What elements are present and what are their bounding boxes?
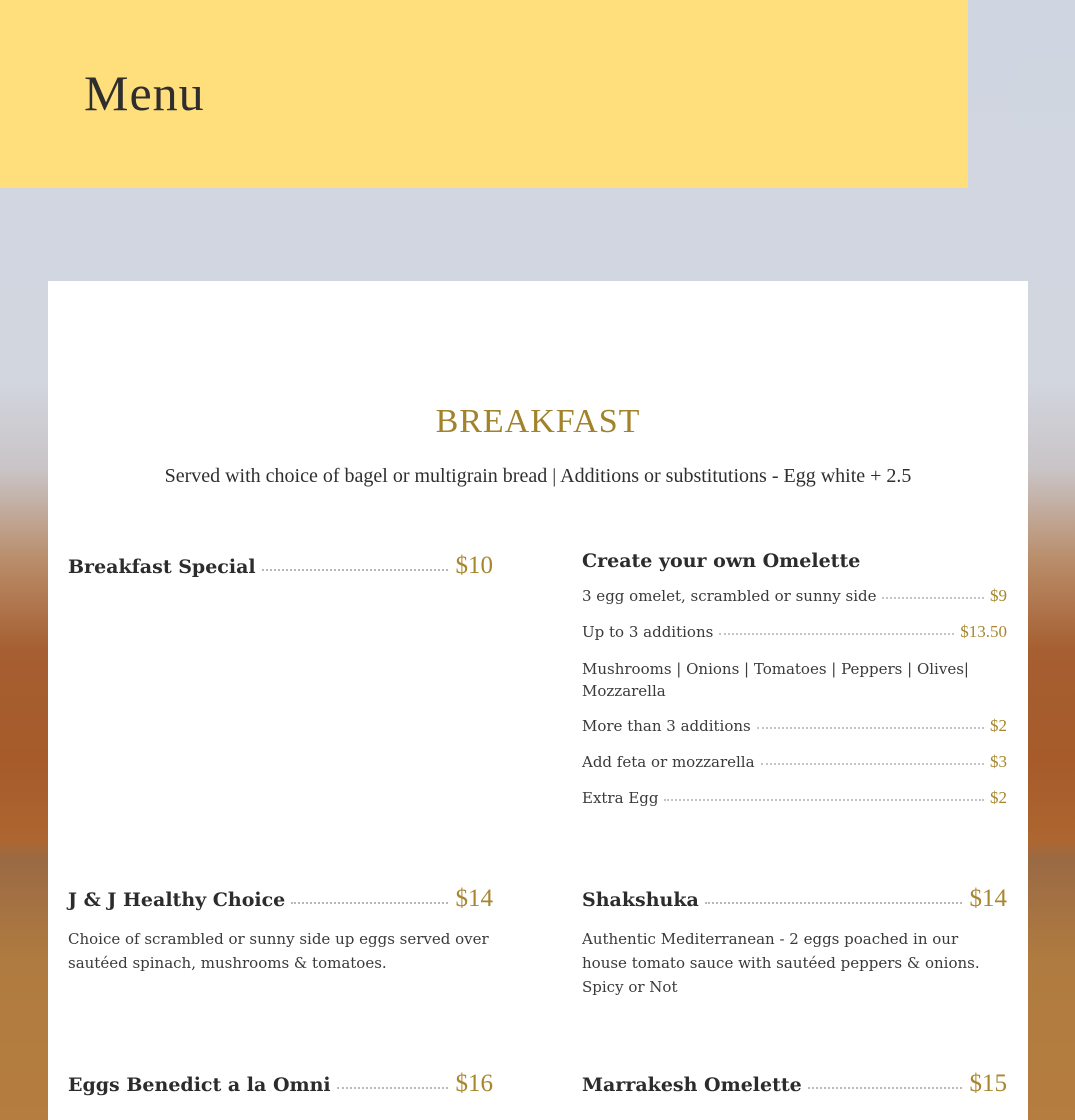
option-row	[582, 716, 1007, 752]
dot-leader	[761, 763, 984, 765]
menu-item-healthy-choice	[68, 885, 493, 975]
menu-item-eggs-benedict	[68, 1070, 493, 1098]
menu-item-breakfast-special	[68, 552, 493, 580]
option-row	[582, 788, 1007, 824]
option-price: $2	[990, 788, 1007, 807]
item-price: $15	[969, 1070, 1007, 1097]
menu-item-omelette-builder	[582, 550, 1007, 824]
option-price: $3	[990, 752, 1007, 771]
dot-leader	[664, 799, 984, 801]
option-price: $9	[990, 586, 1007, 605]
dot-leader	[705, 902, 962, 904]
option-price: $2	[990, 716, 1007, 735]
option-label: Up to 3 additions	[582, 623, 714, 641]
option-row	[582, 586, 1007, 622]
section-subtitle: Served with choice of bagel or multigrain bread | Additions or substitutions - Egg white + 2.5	[164, 465, 912, 487]
option-row	[582, 622, 1007, 658]
dot-leader	[262, 569, 448, 571]
item-description: Choice of scrambled or sunny side up eggs served over sautéed spinach, mushrooms & tomatoes.	[68, 930, 489, 972]
page-title: Menu	[84, 65, 205, 121]
item-name: Breakfast Special	[68, 556, 256, 578]
option-label: Extra Egg	[582, 789, 659, 807]
option-price: $13.50	[960, 622, 1007, 641]
item-price: $16	[455, 1070, 493, 1097]
dot-leader	[757, 727, 984, 729]
option-row	[582, 752, 1007, 788]
item-name: Eggs Benedict a la Omni	[68, 1074, 331, 1096]
dot-leader	[719, 633, 954, 635]
option-label: More than 3 additions	[582, 717, 751, 735]
dot-leader	[882, 597, 984, 599]
item-price: $14	[455, 885, 493, 912]
item-price: $14	[969, 885, 1007, 912]
dot-leader	[291, 902, 447, 904]
item-name: Marrakesh Omelette	[582, 1074, 802, 1096]
menu-card	[48, 281, 1028, 1120]
item-name: Create your own Omelette	[582, 550, 861, 572]
header-banner	[0, 0, 968, 188]
option-label: Add feta or mozzarella	[582, 753, 755, 771]
dot-leader	[337, 1087, 448, 1089]
item-name: Shakshuka	[582, 889, 699, 911]
item-description: Authentic Mediterranean - 2 eggs poached in our house tomato sauce with sautéed peppers & onions. Spicy or Not	[582, 930, 980, 996]
dot-leader	[808, 1087, 962, 1089]
item-name: J & J Healthy Choice	[68, 889, 286, 911]
option-label: 3 egg omelet, scrambled or sunny side	[582, 587, 877, 605]
section-title: BREAKFAST	[435, 403, 641, 440]
additions-list: Mushrooms | Onions | Tomatoes | Peppers | Olives| Mozzarella	[582, 660, 969, 700]
menu-item-marrakesh-omelette	[582, 1070, 1007, 1098]
menu-item-shakshuka	[582, 885, 1007, 999]
item-price: $10	[455, 552, 493, 579]
